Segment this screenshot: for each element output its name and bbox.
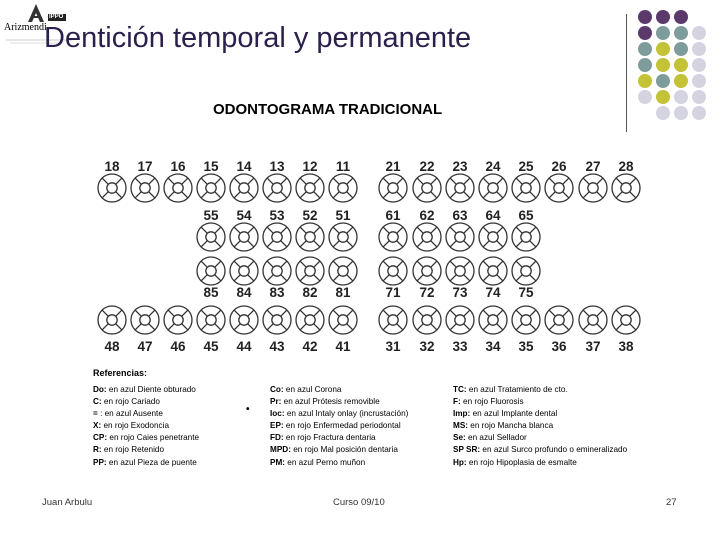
reference-description: en azul Pieza de puente [106, 457, 197, 467]
reference-code: Se: [453, 433, 466, 443]
tooth-number: 25 [518, 159, 534, 174]
reference-item [270, 384, 408, 396]
tooth-number: 22 [419, 159, 435, 174]
reference-description: en azul Sellador [465, 433, 527, 443]
tooth-diagram [379, 306, 407, 334]
reference-item [453, 396, 627, 408]
reference-description: en rojo Hipoplasia de esmalte [466, 457, 577, 467]
tooth-number: 46 [170, 339, 186, 354]
tooth-diagram [413, 257, 441, 285]
tooth-diagram [413, 174, 441, 202]
reference-item [270, 432, 408, 444]
reference-item [270, 408, 408, 420]
tooth-number: 51 [335, 208, 351, 223]
tooth-number: 21 [385, 159, 401, 174]
tooth-diagram [413, 306, 441, 334]
reference-code: Pr: [270, 397, 282, 407]
references-column-2 [270, 384, 408, 469]
tooth-number: 82 [302, 285, 318, 300]
tooth-number: 37 [585, 339, 601, 354]
tooth-number: 65 [518, 208, 534, 223]
reference-item [453, 384, 627, 396]
tooth-diagram [379, 223, 407, 251]
reference-description: en rojo Fluorosis [460, 397, 524, 407]
tooth-diagram [164, 174, 192, 202]
tooth-number: 44 [236, 339, 252, 354]
reference-item [453, 408, 627, 420]
references-title: Referencias: [93, 368, 148, 378]
tooth-diagram [479, 174, 507, 202]
tooth-number: 72 [419, 285, 435, 300]
tooth-number: 18 [104, 159, 120, 174]
tooth-diagram [512, 174, 540, 202]
tooth-number: 15 [203, 159, 219, 174]
footer-course: Curso 09/10 [333, 497, 385, 508]
reference-item [93, 444, 199, 456]
reference-code: MPD: [270, 445, 291, 455]
reference-item [93, 432, 199, 444]
tooth-number: 55 [203, 208, 219, 223]
reference-description: en rojo Enfermedad periodontal [283, 421, 401, 431]
reference-item [453, 420, 627, 432]
tooth-number: 12 [302, 159, 318, 174]
reference-description: en azul Implante dental [470, 409, 558, 419]
tooth-number: 33 [452, 339, 468, 354]
stray-dot: • [246, 404, 250, 415]
reference-code: C: [93, 397, 102, 407]
tooth-number: 35 [518, 339, 534, 354]
reference-code: Hp: [453, 457, 467, 467]
reference-code: Ioc: [270, 409, 285, 419]
logo-badge: IPPO [49, 14, 64, 20]
reference-description: en azul Intaly onlay (incrustación) [284, 409, 409, 419]
tooth-number: 48 [104, 339, 120, 354]
tooth-diagram [479, 306, 507, 334]
tooth-number: 45 [203, 339, 219, 354]
tooth-diagram [98, 174, 126, 202]
tooth-number: 17 [137, 159, 153, 174]
tooth-number: 73 [452, 285, 468, 300]
reference-item [93, 420, 199, 432]
reference-code: FD: [270, 433, 284, 443]
reference-description: en azul Prótesis removible [281, 397, 380, 407]
reference-description: en rojo Exodoncia [101, 421, 170, 431]
reference-item [270, 420, 408, 432]
reference-item [270, 444, 408, 456]
tooth-diagram [329, 257, 357, 285]
tooth-number: 38 [618, 339, 634, 354]
tooth-diagram [296, 223, 324, 251]
tooth-diagram [263, 257, 291, 285]
tooth-diagram [545, 306, 573, 334]
tooth-diagram [131, 306, 159, 334]
tooth-number: 63 [452, 208, 468, 223]
tooth-number: 13 [269, 159, 285, 174]
reference-code: EP: [270, 421, 284, 431]
tooth-diagram [479, 257, 507, 285]
tooth-number: 14 [236, 159, 252, 174]
reference-code: PP: [93, 457, 107, 467]
tooth-diagram [197, 257, 225, 285]
tooth-number: 31 [385, 339, 401, 354]
tooth-diagram [263, 174, 291, 202]
reference-code: SP SR: [453, 445, 481, 455]
reference-code: TC: [453, 385, 467, 394]
tooth-number: 28 [618, 159, 634, 174]
tooth-diagram [197, 223, 225, 251]
reference-item [270, 396, 408, 408]
tooth-diagram [446, 223, 474, 251]
references-column-3 [453, 384, 627, 469]
tooth-number: 84 [236, 285, 252, 300]
tooth-diagram [479, 223, 507, 251]
tooth-number: 24 [485, 159, 501, 174]
reference-item [453, 432, 627, 444]
tooth-diagram [379, 257, 407, 285]
tooth-number: 81 [335, 285, 351, 300]
tooth-number: 85 [203, 285, 219, 300]
reference-description: en azul Surco profundo o emineralizado [480, 445, 628, 455]
tooth-diagram [446, 306, 474, 334]
tooth-diagram [230, 306, 258, 334]
tooth-number: 52 [302, 208, 318, 223]
tooth-diagram [230, 223, 258, 251]
reference-description: en azul Tratamiento de cto. [466, 385, 568, 394]
reference-description: en rojo Cariado [101, 397, 160, 407]
tooth-diagram [296, 174, 324, 202]
tooth-diagram [197, 174, 225, 202]
tooth-number: 61 [385, 208, 401, 223]
tooth-diagram [612, 174, 640, 202]
tooth-diagram [579, 174, 607, 202]
reference-description: en azul Diente obturado [106, 385, 196, 394]
references-column-1 [93, 384, 199, 469]
tooth-number: 53 [269, 208, 285, 223]
reference-code: X: [93, 421, 102, 431]
tooth-diagram [98, 306, 126, 334]
reference-item [453, 457, 627, 469]
reference-description: en rojo Caies penetrante [107, 433, 200, 443]
tooth-diagram [263, 223, 291, 251]
tooth-number: 27 [585, 159, 601, 174]
slide-title: Dentición temporal y permanente [44, 22, 472, 54]
reference-item [453, 444, 627, 456]
reference-description: en rojo Fractura dentaria [283, 433, 376, 443]
reference-description: : en azul Ausente [97, 409, 163, 419]
reference-code: = [93, 409, 98, 419]
reference-description: en rojo Retenido [101, 445, 164, 455]
tooth-diagram [512, 223, 540, 251]
reference-item [270, 457, 408, 469]
tooth-diagram [329, 174, 357, 202]
tooth-number: 54 [236, 208, 252, 223]
tooth-diagram [230, 174, 258, 202]
tooth-diagram [413, 223, 441, 251]
tooth-diagram [329, 306, 357, 334]
tooth-number: 41 [335, 339, 351, 354]
tooth-diagram [197, 306, 225, 334]
tooth-diagram [164, 306, 192, 334]
reference-description: en rojo Mal posición dentaria [290, 445, 398, 455]
tooth-diagram [131, 174, 159, 202]
reference-code: Do: [93, 385, 107, 394]
tooth-number: 83 [269, 285, 285, 300]
reference-item [93, 384, 199, 396]
tooth-number: 64 [485, 208, 501, 223]
reference-item [93, 396, 199, 408]
tooth-number: 26 [551, 159, 567, 174]
tooth-number: 23 [452, 159, 468, 174]
tooth-number: 43 [269, 339, 285, 354]
reference-description: en rojo Mancha blanca [468, 421, 554, 431]
reference-code: MS: [453, 421, 469, 431]
tooth-diagram [545, 174, 573, 202]
odontogram-heading: ODONTOGRAMA TRADICIONAL [213, 101, 443, 118]
reference-description: en azul Perno muñon [285, 457, 366, 467]
footer-author: Juan Arbulu [42, 497, 93, 508]
tooth-number: 74 [485, 285, 501, 300]
tooth-number: 32 [419, 339, 435, 354]
reference-code: CP: [93, 433, 108, 443]
tooth-diagram [612, 306, 640, 334]
reference-code: Co: [270, 385, 284, 394]
tooth-diagram [512, 257, 540, 285]
tooth-number: 71 [385, 285, 401, 300]
tooth-diagram [263, 306, 291, 334]
tooth-number: 16 [170, 159, 186, 174]
reference-description: en azul Corona [283, 385, 342, 394]
tooth-diagram [230, 257, 258, 285]
reference-code: R: [93, 445, 102, 455]
tooth-diagram [329, 223, 357, 251]
tooth-number: 47 [137, 339, 153, 354]
tooth-diagram [579, 306, 607, 334]
reference-code: Imp: [453, 409, 471, 419]
footer-page-number: 27 [666, 497, 677, 508]
logo-name: Arizmendi [4, 22, 47, 33]
tooth-diagram [446, 257, 474, 285]
reference-code: F: [453, 397, 461, 407]
tooth-diagram [379, 174, 407, 202]
tooth-number: 34 [485, 339, 501, 354]
reference-item [93, 457, 199, 469]
reference-item [93, 408, 199, 420]
tooth-number: 36 [551, 339, 567, 354]
tooth-number: 62 [419, 208, 435, 223]
tooth-number: 42 [302, 339, 318, 354]
tooth-diagram [446, 174, 474, 202]
reference-code: PM: [270, 457, 286, 467]
tooth-number: 75 [518, 285, 534, 300]
tooth-number: 11 [335, 159, 351, 174]
tooth-diagram [296, 306, 324, 334]
tooth-diagram [512, 306, 540, 334]
tooth-diagram [296, 257, 324, 285]
